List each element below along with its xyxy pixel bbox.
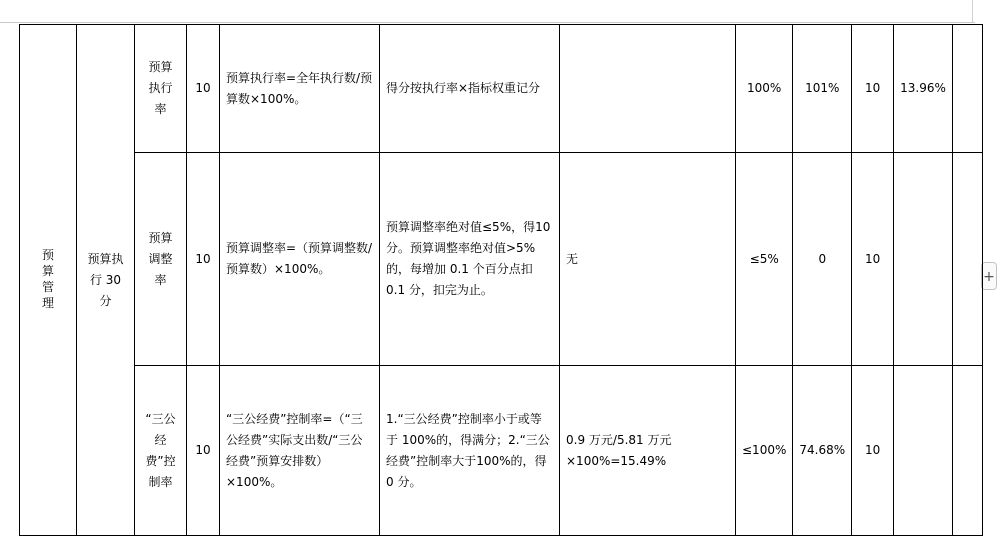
score-cell: 10	[852, 366, 894, 536]
performance-evaluation-table	[19, 24, 983, 536]
page-top-margin-line	[0, 0, 975, 23]
weight-cell: 10	[187, 25, 220, 153]
category-level2-cell	[77, 25, 135, 536]
definition-cell: 预算调整率=（预算调整数/预算数）×100%。	[220, 153, 380, 366]
scoring-rule-cell: 预算调整率绝对值≤5%，得10分。预算调整率绝对值>5%的，每增加 0.1 个百分点扣 0.1 分，扣完为止。	[380, 153, 560, 366]
scoring-rule-cell: 得分按执行率×指标权重记分	[380, 25, 560, 153]
scoring-rule-cell: 1.“三公经费”控制率小于或等于 100%的，得满分；2.“三公经费”控制率大于100%的，得 0 分。	[380, 366, 560, 536]
indicator-text: “三公经费”控制率	[145, 411, 176, 489]
score-cell: 10	[852, 25, 894, 153]
calculation-cell	[560, 25, 736, 153]
indicator-text: 预算执行率	[148, 60, 173, 116]
table-row-three-public-expenses	[20, 366, 983, 536]
category-level2-text: 预算执行 30 分	[87, 251, 124, 308]
actual-cell: 101%	[793, 25, 852, 153]
note-cell	[952, 25, 982, 153]
indicator-cell	[135, 25, 187, 153]
deviation-cell: 13.96%	[894, 25, 953, 153]
calculation-cell: 0.9 万元/5.81 万元×100%=15.49%	[560, 366, 736, 536]
indicator-cell	[135, 366, 187, 536]
target-cell: ≤5%	[736, 153, 793, 366]
indicator-cell	[135, 153, 187, 366]
category-level1-cell	[20, 25, 77, 536]
definition-cell: “三公经费”控制率=（“三公经费”实际支出数/“三公经费”预算安排数）×100%。	[220, 366, 380, 536]
target-cell: ≤100%	[736, 366, 793, 536]
note-cell	[952, 153, 982, 366]
calculation-cell: 无	[560, 153, 736, 366]
actual-cell: 0	[793, 153, 852, 366]
target-cell: 100%	[736, 25, 793, 153]
weight-cell: 10	[187, 366, 220, 536]
weight-cell: 10	[187, 153, 220, 366]
definition-cell: 预算执行率=全年执行数/预算数×100%。	[220, 25, 380, 153]
table-row-budget-adjustment	[20, 153, 983, 366]
page-corner-mark	[972, 0, 973, 22]
score-cell: 10	[852, 153, 894, 366]
deviation-cell	[894, 366, 953, 536]
deviation-cell	[894, 153, 953, 366]
table-row-budget-execution	[20, 25, 983, 153]
note-cell	[952, 366, 982, 536]
expand-plus-icon[interactable]: +	[981, 262, 997, 290]
indicator-text: 预算调整率	[148, 230, 173, 287]
category-level1-text: 预算管理	[41, 247, 54, 310]
actual-cell: 74.68%	[793, 366, 852, 536]
